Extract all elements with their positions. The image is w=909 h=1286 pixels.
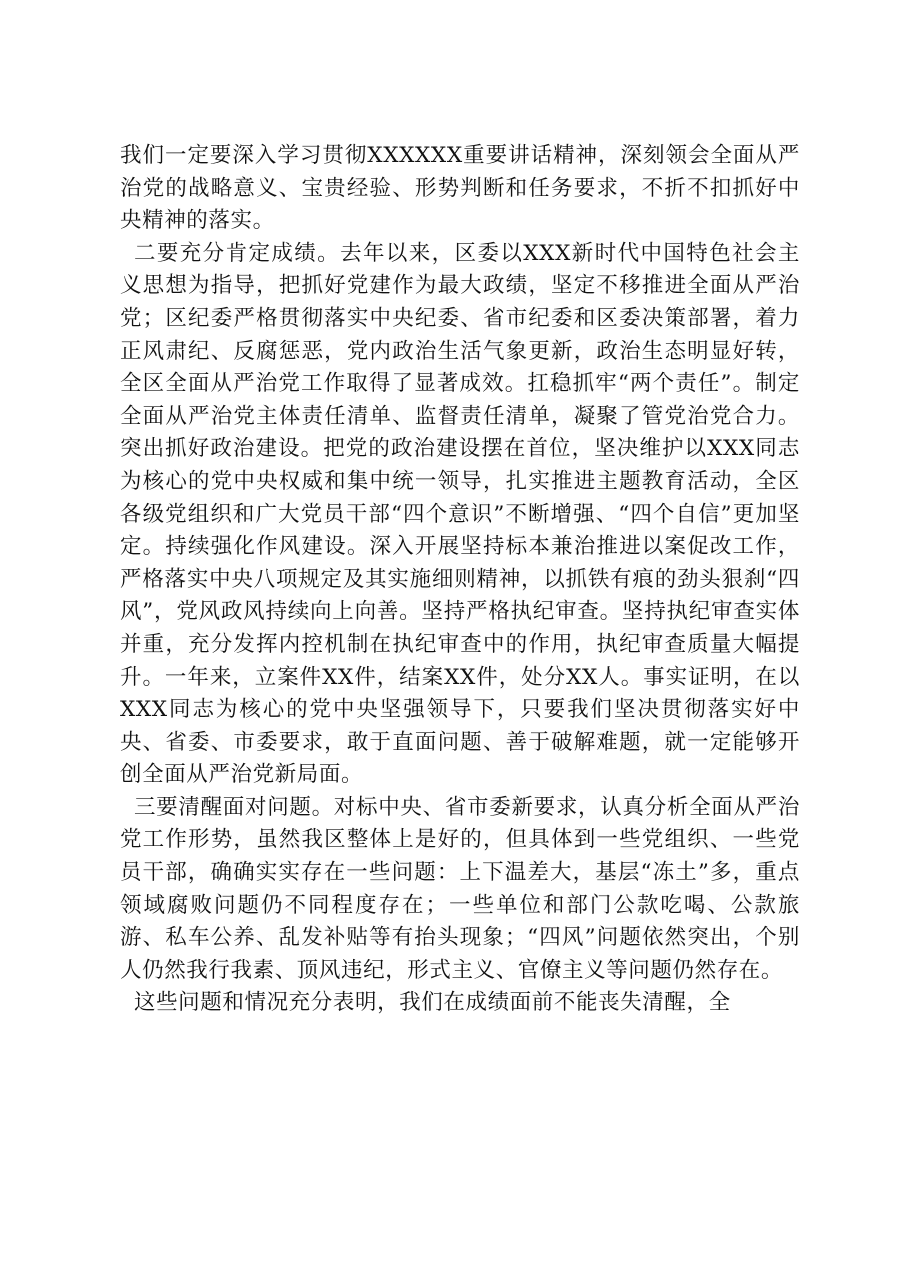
paragraph-conclusion-start: 这些问题和情况充分表明，我们在成绩面前不能丧失清醒，全 xyxy=(133,990,731,1016)
paragraph-achievements: 二要充分肯定成绩。去年以来，区委以XXX新时代中国特色社会主义思想为指导，把抓好党建作为最大政绩，坚定不移推进全面从严治党；区纪委严格贯彻落实中央纪委、省市纪委和区委决策部署，着力正风肃纪、反腐惩恶，党内政治生活气象更新，政治生态明显好转，全区全面从严治党工作取得了显著成效。扛稳抓牢“两个责任”。制定全面从严治党主体责任清单、监督责任清单，凝聚了管党治党合力。突出抓好政治建设。把党的政治建设摆在首位，坚决维护以XXX同志为核心的党中央权威和集中统一领导，扎实推进主题教育活动，全区各级党组织和广大党员干部“四个意识”不断增强、“四个自信”更加坚定。持续强化作风建设。深入开展坚持标本兼治推进以案促改工作，严格落实中央八项规定及其实施细则精神，以抓铁有痕的劲头狠刹“四风”，党风政风持续向上向善。坚持严格执纪审查。坚持执纪审查实体并重，充分发挥内控机制在执纪审查中的作用，执纪审查质量大幅提升。一年来，立案件XX件，结案XX件，处分XX人。事实证明，在以XXX同志为核心的党中央坚强领导下，只要我们坚决贯彻落实好中央、省委、市委要求，敢于直面问题、善于破解难题，就一定能够开创全面从严治党新局面。 xyxy=(120,240,800,788)
document-body xyxy=(120,140,800,1020)
paragraph-intro-continuation: 我们一定要深入学习贯彻XXXXXX重要讲话精神，深刻领会全面从严治党的战略意义、宝贵经验、形势判断和任务要求，不折不扣抓好中央精神的落实。 xyxy=(120,143,800,234)
paragraph-problems: 三要清醒面对问题。对标中央、省市委新要求，认真分析全面从严治党工作形势，虽然我区整体上是好的，但具体到一些党组织、一些党员干部，确确实实存在一些问题：上下温差大，基层“冻土”多，重点领域腐败问题仍不同程度存在；一些单位和部门公款吃喝、公款旅游、私车公养、乱发补贴等有抬头现象；“四风”问题依然突出，个别人仍然我行我素、顶风违纪，形式主义、官僚主义等问题仍然存在。 xyxy=(120,794,800,983)
